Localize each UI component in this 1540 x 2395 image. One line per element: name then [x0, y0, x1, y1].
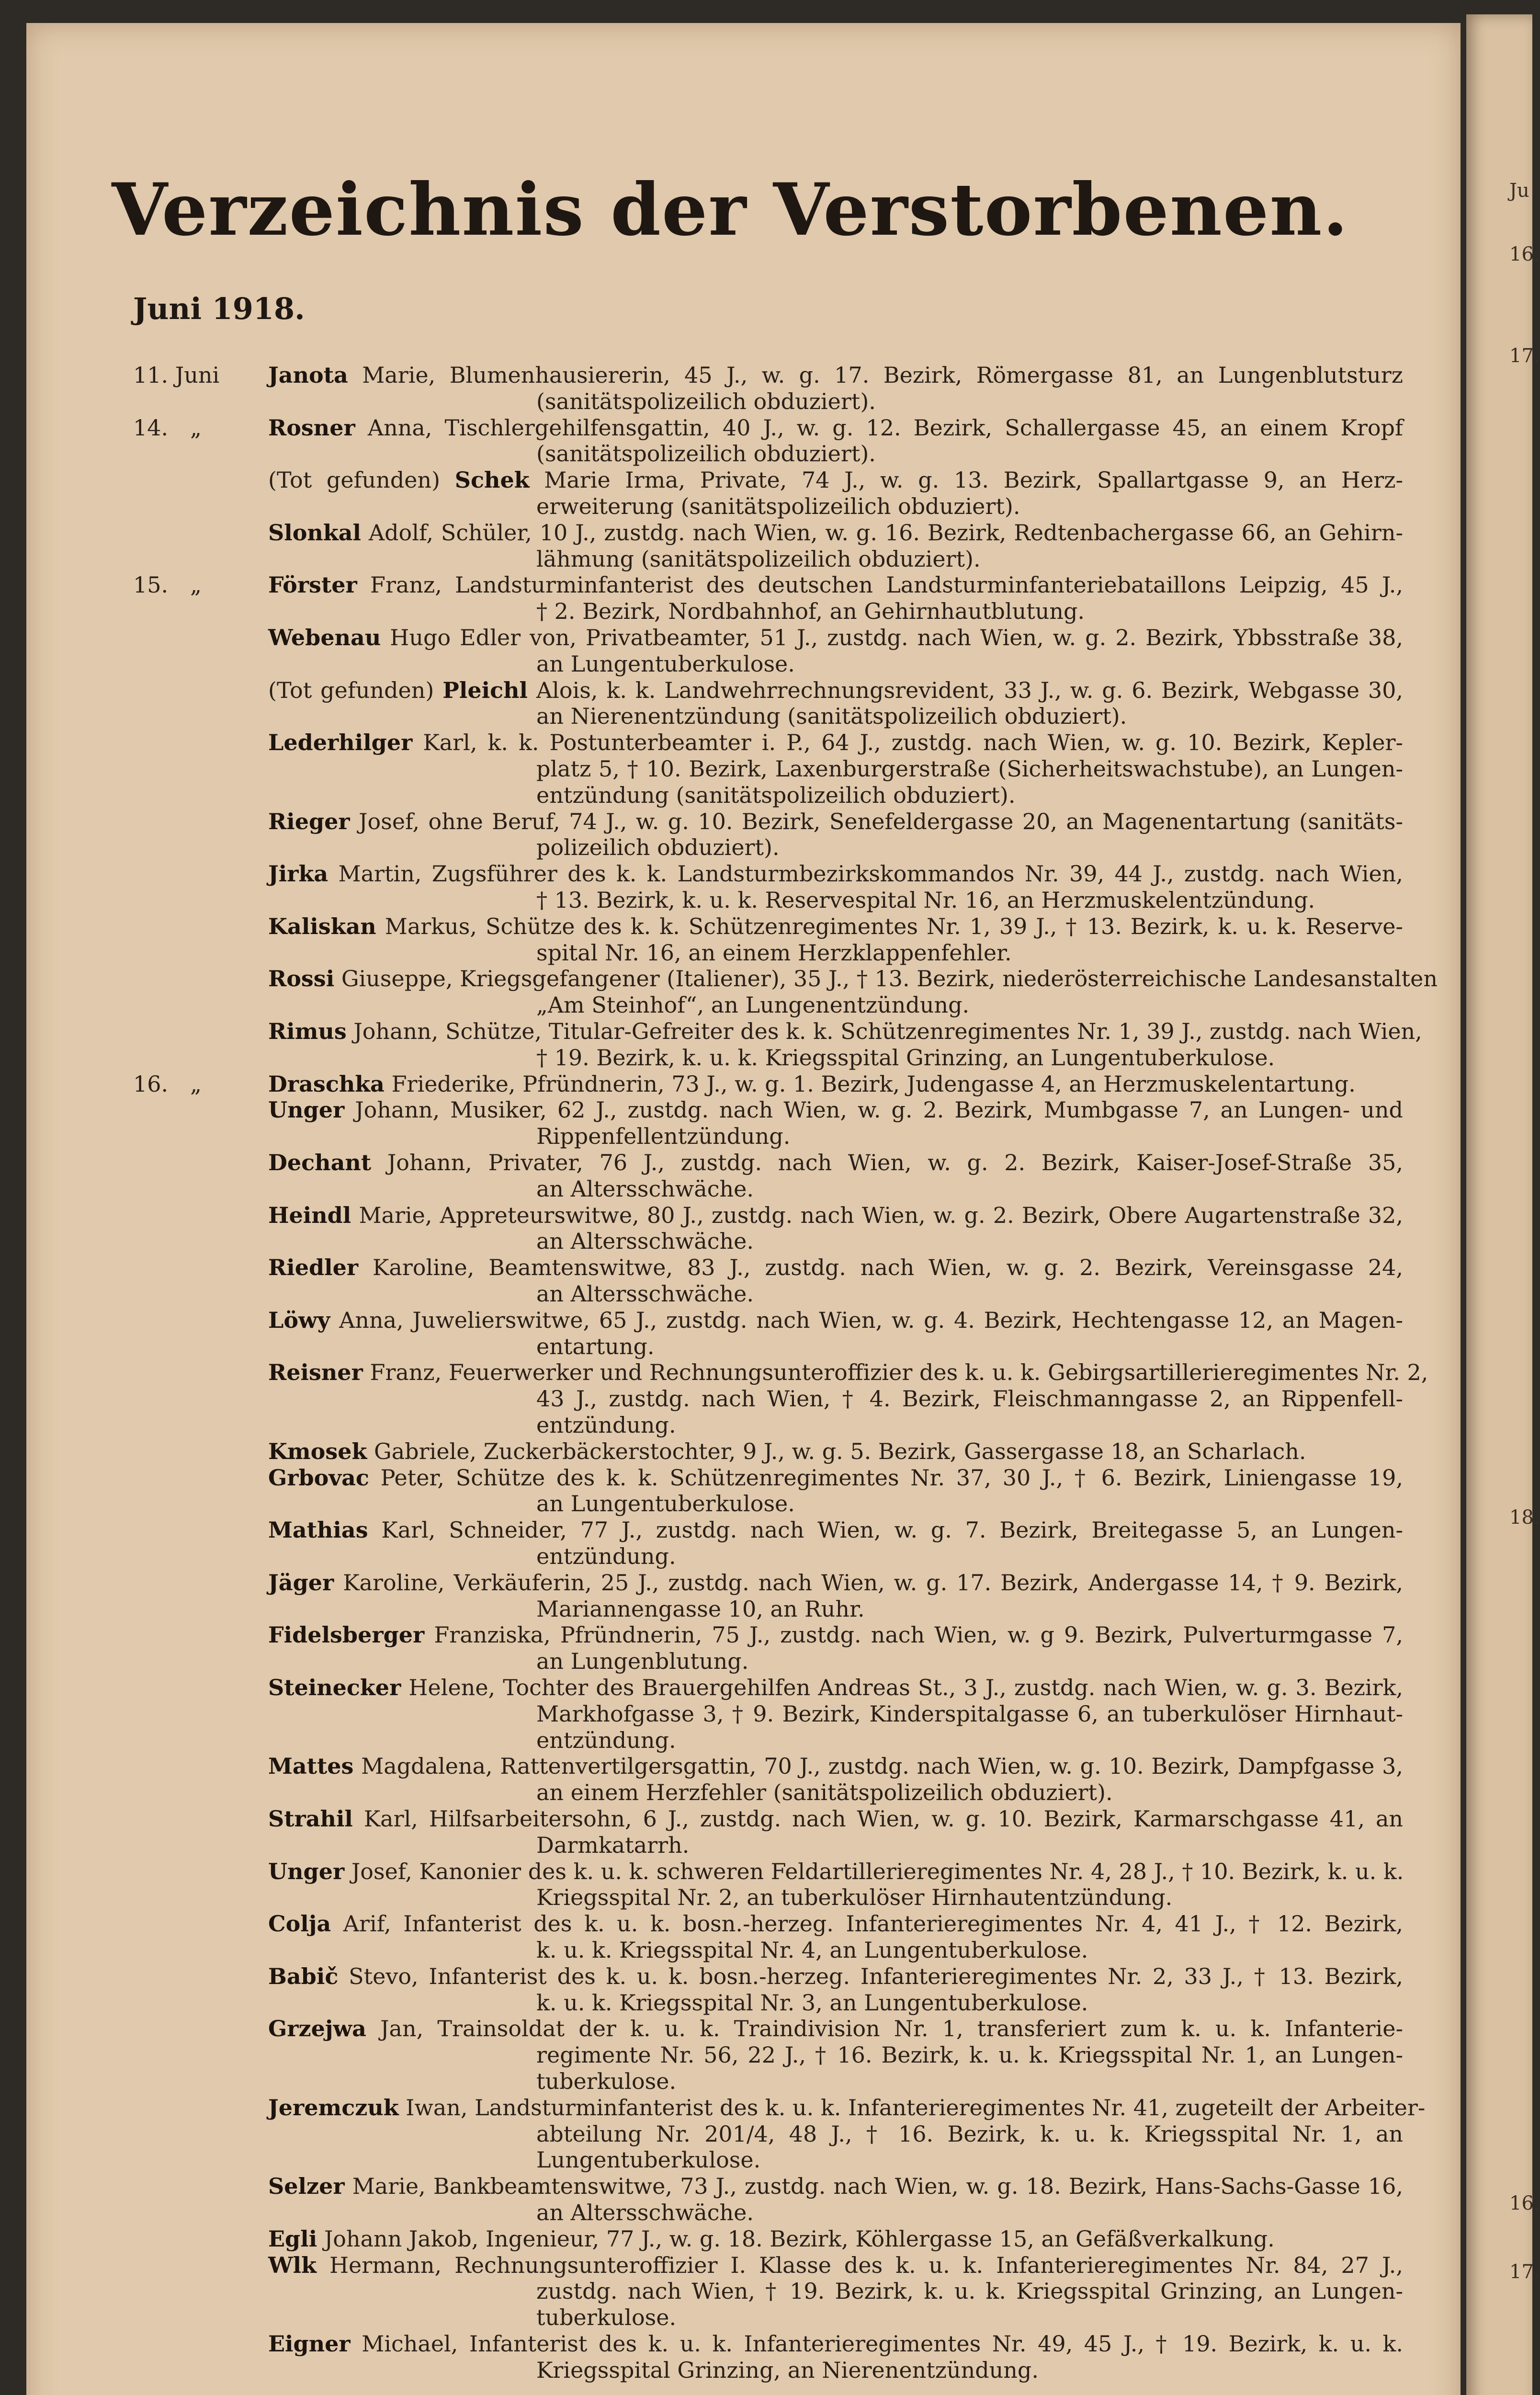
entry-continuation-line [536, 1489, 1403, 1518]
entry-text: Arif, Infanterist des k. u. k. bosn.-herzeg. Infanterieregimentes Nr. 4, 41 J., † 12. Bezirk, [343, 1911, 1404, 1937]
entry-text: Marie, Appreteurswitwe, 80 J., zustdg. nach Wien, w. g. 2. Bezirk, Obere Augartenstraße 32, [359, 1202, 1403, 1228]
entry-text: Helene, Tochter des Brauergehilfen Andreas St., 3 J., zustdg. nach Wien, w. g. 3. Bezirk, [408, 1675, 1403, 1700]
adjacent-page-fragment: 17. [1509, 2261, 1540, 2283]
entry-text: entzündung. [536, 1412, 676, 1438]
entry-text: Kriegsspital Nr. 2, an tuberkulöser Hirnhautentzündung. [536, 1884, 1173, 1911]
entry-continuation-line [536, 1646, 1403, 1676]
deceased-surname: Babič [268, 1963, 339, 1989]
entry-continuation-line [536, 387, 1403, 416]
entry-text: Karl, k. k. Postunterbeamter i. P., 64 J., zustdg. nach Wien, w. g. 10. Bezirk, Kepler- [423, 730, 1403, 756]
entry-text: Marie, Bankbeamtenswitwe, 73 J., zustdg. nach Wien, w. g. 18. Bezirk, Hans-Sachs-Gasse 16, [352, 2173, 1403, 2200]
entry-first-line [268, 859, 1403, 889]
entry-text: entzündung. [536, 1727, 676, 1753]
entry-first-line [268, 2093, 1426, 2122]
entry-text: Adolf, Schüler, 10 J., zustdg. nach Wien, w. g. 16. Bezirk, Redtenbachergasse 66, an Gehirn- [368, 519, 1404, 546]
entry-text: an Lungentuberkulose. [536, 1491, 795, 1517]
entry-text: abteilung Nr. 201/4, 48 J., † 16. Bezirk, k. u. k. Kriegsspital Nr. 1, an [536, 2121, 1403, 2147]
entry-continuation-line [536, 1935, 1403, 1965]
entry-continuation-line [536, 544, 1403, 574]
deceased-surname: Rieger [268, 808, 350, 834]
entry-first-line [268, 1673, 1403, 1702]
entry-first-line [268, 1620, 1403, 1650]
entry-text: regimente Nr. 56, 22 J., † 16. Bezirk, k. u. k. Kriegsspital Nr. 1, an Lungen- [536, 2042, 1403, 2068]
entry-first-line [268, 360, 1403, 390]
entry-first-line [268, 623, 1403, 652]
entry-continuation-line [536, 780, 1403, 810]
entry-text: platz 5, † 10. Bezirk, Laxenburgerstraße (Sicherheitswachstube), an Lungen- [536, 756, 1403, 782]
entry-continuation-line [536, 491, 1403, 521]
entry-text: Johann, Schütze, Titular-Gefreiter des k. k. Schützenregimentes Nr. 1, 39 J., zustdg. nach Wien, [353, 1018, 1422, 1044]
deceased-surname: Lederhilger [268, 730, 413, 756]
entry-continuation-line [536, 2355, 1403, 2385]
entry-text: Josef, Kanonier des k. u. k. schweren Feldartillerieregimentes Nr. 4, 28 J., † 10. Bezirk, k. u. k. [351, 1858, 1404, 1884]
entry-text: Karoline, Verkäuferin, 25 J., zustdg. nach Wien, w. g. 17. Bezirk, Andergasse 14, † 9. Bezirk, [343, 1569, 1403, 1596]
entry-first-line [268, 1804, 1403, 1834]
entry-continuation-line [536, 1384, 1403, 1414]
entry-first-line [268, 465, 1403, 495]
adjacent-page-fragment: 16. [1509, 2192, 1540, 2214]
entry-text: Marie Irma, Private, 74 J., w. g. 13. Bezirk, Spallartgasse 9, an Herz- [544, 467, 1404, 493]
entry-continuation-line [536, 1174, 1403, 1204]
entry-continuation-line [536, 885, 1403, 915]
deceased-surname: Rosner [268, 414, 355, 441]
deceased-surname: Schek [454, 467, 530, 493]
entry-text: Johann Jakob, Ingenieur, 77 J., w. g. 18. Bezirk, Köhlergasse 15, an Gefäßverkalkung. [324, 2225, 1275, 2252]
entry-first-line [268, 570, 1403, 600]
entry-continuation-line [536, 1778, 1403, 1807]
deceased-surname: Mathias [268, 1517, 368, 1543]
deceased-surname: Draschka [268, 1071, 385, 1097]
entry-first-line [268, 1305, 1403, 1335]
entry-text: Rippenfellentzündung. [536, 1123, 791, 1150]
entry-first-line [268, 1016, 1422, 1046]
deceased-surname: Slonkal [268, 519, 361, 546]
entry-continuation-line [536, 1043, 1403, 1072]
deceased-surname: Kmosek [268, 1438, 367, 1464]
entry-continuation-line [536, 1830, 1403, 1860]
entry-continuation-line [536, 1410, 1403, 1440]
entry-first-line [268, 2171, 1403, 2201]
entry-first-line [268, 518, 1403, 547]
entry-first-line [268, 1069, 1403, 1099]
entry-continuation-line [536, 2276, 1403, 2306]
deceased-surname: Löwy [268, 1307, 330, 1333]
entry-continuation-line [536, 2303, 1403, 2332]
entry-first-line [268, 1962, 1403, 1991]
entry-text: Karoline, Beamtenswitwe, 83 J., zustdg. nach Wien, w. g. 2. Bezirk, Vereinsgasse 24, [373, 1255, 1403, 1281]
deceased-surname: Selzer [268, 2173, 345, 2200]
entry-first-line [268, 413, 1403, 443]
deceased-surname: Grbovac [268, 1464, 369, 1491]
entry-continuation-line [536, 701, 1403, 731]
entry-text: Iwan, Landsturminfanterist des k. u. k. Infanterieregimentes Nr. 41, zugeteilt der Arbeiter- [406, 2094, 1426, 2121]
entry-first-line [268, 1437, 1403, 1466]
entry-text: Giuseppe, Kriegsgefangener (Italiener), 35 J., † 13. Bezirk, niederösterreichische Landesanstalten [341, 966, 1438, 992]
entry-first-line [268, 1200, 1403, 1230]
entry-first-line [268, 2329, 1403, 2359]
entry-first-line [268, 1095, 1403, 1125]
entry-date [133, 360, 219, 390]
entry-continuation-line [536, 1988, 1403, 2018]
entry-text: lähmung (sanitätspolizeilich obduziert). [536, 546, 981, 572]
deceased-surname: Steinecker [268, 1675, 401, 1700]
entry-continuation-line [536, 990, 1403, 1020]
entry-continuation-line [536, 649, 1403, 679]
found-dead-note: (Tot gefunden) [268, 467, 455, 493]
entry-text: an einem Herzfehler (sanitätspolizeilich obduziert). [536, 1779, 1113, 1806]
entry-text: Hugo Edler von, Privatbeamter, 51 J., zustdg. nach Wien, w. g. 2. Bezirk, Ybbsstraße 38, [390, 625, 1403, 650]
adjacent-page-fragment: 18. [1509, 1506, 1540, 1528]
deceased-surname: Pleichl [442, 677, 528, 703]
entry-first-line [268, 1909, 1403, 1939]
entry-text: Franz, Feuerwerker und Rechnungsunteroffizier des k. u. k. Gebirgsartillerieregimentes Nr. 2, [370, 1359, 1428, 1386]
entry-text: Marie, Blumenhausiererin, 45 J., w. g. 17. Bezirk, Römergasse 81, an Lungenblutsturz [362, 362, 1404, 388]
entry-text: Johann, Musiker, 62 J., zustdg. nach Wien, w. g. 2. Bezirk, Mumbgasse 7, an Lungen- und [355, 1097, 1403, 1123]
entry-text: Markus, Schütze des k. k. Schützenregimentes Nr. 1, 39 J., † 13. Bezirk, k. u. k. Reserve- [385, 913, 1403, 939]
deceased-surname: Heindl [268, 1202, 351, 1228]
entry-continuation-line [536, 938, 1403, 968]
entry-text: Darmkatarrh. [536, 1832, 690, 1858]
entry-text: Karl, Hilfsarbeitersohn, 6 J., zustdg. nach Wien, w. g. 10. Bezirk, Karmarschgasse 41, an [363, 1806, 1403, 1832]
deceased-surname: Janota [268, 362, 348, 388]
deceased-surname: Strahil [268, 1806, 353, 1832]
deceased-surname: Unger [268, 1858, 345, 1884]
entry-continuation-line [536, 2119, 1403, 2149]
entry-first-line [268, 675, 1403, 705]
entry-text: k. u. k. Kriegsspital Nr. 4, an Lungentuberkulose. [536, 1937, 1088, 1963]
entry-date-text: 14. [133, 414, 169, 441]
entry-date-text: 15. [133, 572, 169, 598]
entry-text: an Altersschwäche. [536, 1228, 754, 1255]
entry-continuation-line [536, 833, 1403, 862]
page-title: Verzeichnis der Verstorbenen. [112, 168, 1349, 252]
entry-continuation-line [536, 1541, 1403, 1571]
entry-text: „Am Steinhof“, an Lungenentzündung. [536, 992, 970, 1018]
entry-text: an Lungentuberkulose. [536, 650, 795, 677]
adjacent-page-edge [1466, 14, 1540, 2395]
entry-text: Anna, Juwelierswitwe, 65 J., zustdg. nach Wien, w. g. 4. Bezirk, Hechtengasse 12, an Magen- [339, 1307, 1403, 1333]
entry-text: zustdg. nach Wien, † 19. Bezirk, k. u. k. Kriegsspital Grinzing, an Lungen- [536, 2278, 1403, 2304]
entry-text: 43 J., zustdg. nach Wien, † 4. Bezirk, Fleischmanngasse 2, an Rippenfell- [536, 1386, 1403, 1412]
deceased-surname: Egli [268, 2225, 317, 2252]
entry-text: entzündung. [536, 1543, 676, 1569]
entry-continuation-line [536, 2066, 1403, 2096]
entry-text: erweiterung (sanitätspolizeilich obduziert). [536, 493, 1020, 519]
entry-first-line [268, 1568, 1403, 1597]
entry-text: Gabriele, Zuckerbäckerstochter, 9 J., w. g. 5. Bezirk, Gassergasse 18, an Scharlach. [374, 1438, 1306, 1464]
ditto-mark: „ [190, 414, 202, 441]
entry-first-line [268, 1515, 1403, 1545]
entry-text: tuberkulose. [536, 2068, 677, 2094]
deceased-surname: Rimus [268, 1018, 347, 1044]
entry-text: Stevo, Infanterist des k. u. k. bosn.-herzeg. Infanterieregimentes Nr. 2, 33 J., † 13. Bezirk, [349, 1963, 1404, 1989]
entry-date [133, 570, 202, 600]
deceased-surname: Riedler [268, 1255, 359, 1281]
deceased-surname: Eigner [268, 2331, 351, 2357]
entry-continuation-line [536, 1725, 1403, 1755]
deceased-surname: Förster [268, 572, 357, 598]
entry-continuation-line [536, 1594, 1403, 1624]
deceased-surname: Rossi [268, 966, 335, 992]
entry-first-line [268, 1253, 1403, 1282]
entry-text: Josef, ohne Beruf, 74 J., w. g. 10. Bezirk, Senefeldergasse 20, an Magenentartung (sanitäts- [359, 808, 1404, 834]
entry-text: an Altersschwäche. [536, 1281, 754, 1307]
deceased-surname: Grzejwa [268, 2016, 366, 2042]
entry-text: Franz, Landsturminfanterist des deutschen Landsturminfanteriebataillons Leipzig, 45 J., [370, 572, 1404, 598]
ditto-mark: „ [190, 1071, 202, 1097]
ditto-mark: „ [190, 572, 202, 598]
adjacent-page-fragment: 16. [1509, 243, 1540, 265]
entry-first-line [268, 2014, 1403, 2043]
entry-text: an Lungenblutung. [536, 1648, 749, 1675]
entry-text: (sanitätspolizeilich obduziert). [536, 441, 876, 467]
entry-continuation-line [536, 1882, 1403, 1912]
entry-continuation-line [536, 1279, 1403, 1309]
entry-text: Anna, Tischlergehilfensgattin, 40 J., w. g. 12. Bezirk, Schallergasse 45, an einem Kropf [367, 414, 1404, 441]
entry-text: Magdalena, Rattenvertilgersgattin, 70 J., zustdg. nach Wien, w. g. 10. Bezirk, Dampfgasse 3, [361, 1753, 1404, 1779]
deceased-surname: Fidelsberger [268, 1622, 425, 1648]
entry-first-line [268, 1148, 1403, 1177]
entry-date-text: 16. [133, 1071, 169, 1097]
entry-date-text: 11. Juni [133, 362, 220, 388]
entry-first-line [268, 964, 1438, 993]
entry-text: † 13. Bezirk, k. u. k. Reservespital Nr. 16, an Herzmuskelentzündung. [536, 887, 1315, 913]
entry-continuation-line [536, 1121, 1403, 1151]
entry-continuation-line [536, 1699, 1403, 1729]
entry-text: spital Nr. 16, an einem Herzklappenfehler. [536, 939, 1012, 966]
entry-date [133, 413, 202, 443]
entry-continuation-line [536, 1226, 1403, 1256]
entry-text: Markhofgasse 3, † 9. Bezirk, Kinderspitalgasse 6, an tuberkulöser Hirnhaut- [536, 1700, 1403, 1727]
entry-date [133, 1069, 202, 1099]
entry-text: Johann, Privater, 76 J., zustdg. nach Wien, w. g. 2. Bezirk, Kaiser-Josef-Straße 35, [387, 1150, 1403, 1175]
deceased-surname: Jäger [268, 1569, 334, 1596]
deceased-surname: Dechant [268, 1150, 372, 1175]
entry-continuation-line [536, 1332, 1403, 1361]
entry-text: † 19. Bezirk, k. u. k. Kriegsspital Grinzing, an Lungentuberkulose. [536, 1044, 1275, 1071]
deceased-surname: Reisner [268, 1359, 363, 1386]
entry-text: Hermann, Rechnungsunteroffizier I. Klasse des k. u. k. Infanterieregimentes Nr. 84, 27 J., [329, 2252, 1403, 2278]
entry-first-line [268, 1857, 1403, 1886]
entry-continuation-line [536, 2145, 1403, 2175]
entry-text: an Altersschwäche. [536, 1175, 754, 1202]
entry-text: Lungentuberkulose. [536, 2147, 761, 2173]
deceased-surname: Mattes [268, 1753, 354, 1779]
entry-text: Martin, Zugsführer des k. k. Landsturmbezirkskommandos Nr. 39, 44 J., zustdg. nach Wien, [338, 861, 1403, 887]
entry-first-line [268, 728, 1403, 757]
deceased-surname: Webenau [268, 625, 381, 650]
entry-continuation-line [536, 2198, 1403, 2227]
deceased-surname: Jirka [268, 861, 328, 887]
entry-text: entartung. [536, 1333, 655, 1359]
entry-text: Mariannengasse 10, an Ruhr. [536, 1596, 865, 1622]
deceased-surname: Kaliskan [268, 913, 376, 939]
entry-text: (sanitätspolizeilich obduziert). [536, 388, 876, 414]
entry-text: Jan, Trainsoldat der k. u. k. Traindivision Nr. 1, transferiert zum k. u. k. Infanterie- [380, 2016, 1403, 2042]
deceased-surname: Colja [268, 1911, 331, 1937]
entry-first-line [268, 1751, 1403, 1781]
entry-text: Kriegsspital Grinzing, an Nierenentzündung. [536, 2357, 1039, 2383]
entry-text: Karl, Schneider, 77 J., zustdg. nach Wien, w. g. 7. Bezirk, Breitegasse 5, an Lungen- [381, 1517, 1403, 1543]
entry-text: Friederike, Pfründnerin, 73 J., w. g. 1. Bezirk, Judengasse 4, an Herzmuskelentartung. [391, 1071, 1356, 1097]
entry-text: polizeilich obduziert). [536, 834, 780, 861]
entry-text: entzündung (sanitätspolizeilich obduziert). [536, 782, 1016, 808]
deceased-surname: Wlk [268, 2252, 317, 2278]
entry-continuation-line [536, 596, 1403, 626]
found-dead-note: (Tot gefunden) [268, 677, 443, 703]
entry-text: an Nierenentzündung (sanitätspolizeilich obduziert). [536, 703, 1127, 730]
entry-continuation-line [536, 439, 1403, 468]
entry-text: Alois, k. k. Landwehrrechnungsrevident, 33 J., w. g. 6. Bezirk, Webgasse 30, [536, 677, 1404, 703]
entry-first-line [268, 2250, 1403, 2280]
entry-continuation-line [536, 2040, 1403, 2070]
adjacent-page-fragment: 17. [1509, 345, 1540, 367]
entry-text: an Altersschwäche. [536, 2200, 754, 2225]
deceased-surname: Unger [268, 1097, 345, 1123]
deceased-surname: Jeremczuk [268, 2094, 399, 2121]
entry-continuation-line [536, 754, 1403, 784]
entry-first-line [268, 912, 1403, 941]
entry-text: Peter, Schütze des k. k. Schützenregimentes Nr. 37, 30 J., † 6. Bezirk, Liniengasse 19, [380, 1464, 1403, 1491]
entry-text: tuberkulose. [536, 2304, 677, 2331]
entry-text: † 2. Bezirk, Nordbahnhof, an Gehirnhautblutung. [536, 598, 1085, 625]
entry-text: k. u. k. Kriegsspital Nr. 3, an Lungentuberkulose. [536, 1989, 1088, 2016]
entry-first-line [268, 1463, 1403, 1493]
entry-first-line [268, 807, 1403, 836]
month-heading: Juni 1918. [133, 291, 305, 326]
adjacent-page-fragment: Ju [1509, 180, 1529, 202]
entry-first-line [268, 2224, 1403, 2254]
entry-first-line [268, 1357, 1428, 1387]
entry-text: Franziska, Pfründnerin, 75 J., zustdg. nach Wien, w. g 9. Bezirk, Pulverturmgasse 7, [434, 1622, 1403, 1648]
entry-text: Michael, Infanterist des k. u. k. Infanterieregimentes Nr. 49, 45 J., † 19. Bezirk, k. u. k. [362, 2331, 1403, 2357]
